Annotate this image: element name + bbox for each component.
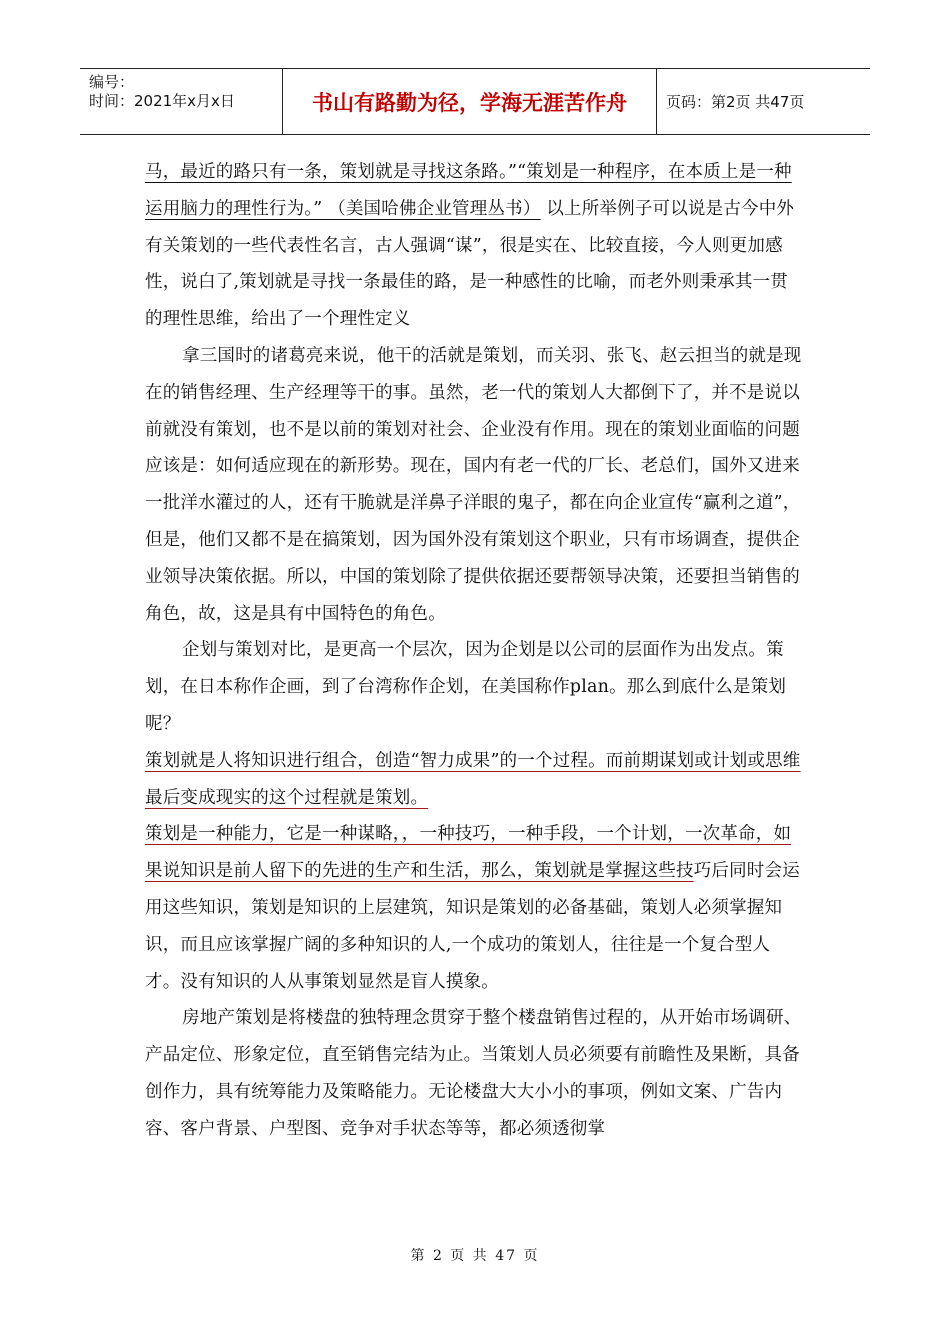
paragraph-3: 企划与策划对比，是更高一个层次，因为企划是以公司的层面作为出发点。策划，在日本称作企画，到了台湾称作企划，在美国称作plan。那么到底什么是策划呢？ bbox=[145, 640, 787, 734]
paragraph-1 bbox=[145, 154, 805, 338]
page-header bbox=[80, 68, 870, 135]
document-number-label: 编号： bbox=[89, 73, 135, 91]
paragraph-5-text: 巧后同时会运用这些知识，策划是知识的上层建筑，知识是策划的必备基础，策划人必须掌握知识，而且应该掌握广阔的多种知识的人,一个成功的策划人，往往是一个复合型人才。没有知识的人从事策划显然是盲人摸象。 bbox=[145, 861, 800, 992]
underlined-definition: 策划就是人将知识进行组合，创造“智力成果”的一个过程。而前期谋划或计划或思维最后变成现实的这个过程就是策划。 bbox=[145, 750, 801, 808]
underlined-quote: 马，最近的路只有一条，策划就是寻找这条路。”“策划是一种程序，在本质上是一种运用脑力的理性行为。” （美国哈佛企业管理丛书） bbox=[145, 162, 792, 219]
page-footer: 第 2 页 共 47 页 bbox=[410, 1248, 540, 1264]
paragraph-2: 拿三国时的诸葛亮来说，他干的活就是策划，而关羽、张飞、赵云担当的就是现在的销售经理、生产经理等干的事。虽然，老一代的策划人大都倒下了，并不是说以前就没有策划，也不是以前的策划对社会、企业没有作用。现在的策划业面临的问题应该是：如何适应现在的新形势。现在，国内有老一代的厂长、老总们，国外又进来一批洋水灌过的人，还有干脆就是洋鼻子洋眼的鬼子，都在向企业宣传“赢利之道”，但是，他们又都不是在搞策划，因为国外没有策划这个职业，只有市场调查，提供企业领导决策依据。所以，中国的策划除了提供依据还要帮领导决策，还要担当销售的角色，故，这是具有中国特色的角色。 bbox=[145, 345, 802, 624]
underlined-ability: 策划是一种能力，它是一种谋略，，一种技巧，一种手段，一个计划，一次革命，如果说知识是前人留下的先进的生产和生活，那么，策划就是掌握这些技 bbox=[145, 824, 792, 882]
header-page-info: 页码：第2页 共47页 bbox=[666, 93, 805, 111]
document-body bbox=[145, 154, 805, 1148]
paragraph-4 bbox=[145, 743, 805, 817]
header-meta bbox=[80, 69, 282, 134]
header-motto: 书山有路勤为径，学海无涯苦作舟 bbox=[282, 69, 657, 134]
paragraph-1-text: 以上所举例子可以说是古今中外有关策划的一些代表性名言，古人强调“谋”，很是实在、比较直接，今人则更加感性，说白了,策划就是寻找一条最佳的路，是一种感性的比喻，而老外则秉承其一贯的理性思维，给出了一个理性定义 bbox=[145, 198, 795, 330]
paragraph-6: 房地产策划是将楼盘的独特理念贯穿于整个楼盘销售过程的，从开始市场调研、产品定位、形象定位，直至销售完结为止。当策划人员必须要有前瞻性及果断，具备创作力，具有统筹能力及策略能力。无论楼盘大大小小的事项，例如文案、广告内容、客户背景、户型图、竞争对手状态等等，都必须透彻掌 bbox=[145, 1008, 802, 1139]
document-date: 时间：2021年x月x日 bbox=[89, 92, 235, 110]
paragraph-5 bbox=[145, 816, 805, 1000]
